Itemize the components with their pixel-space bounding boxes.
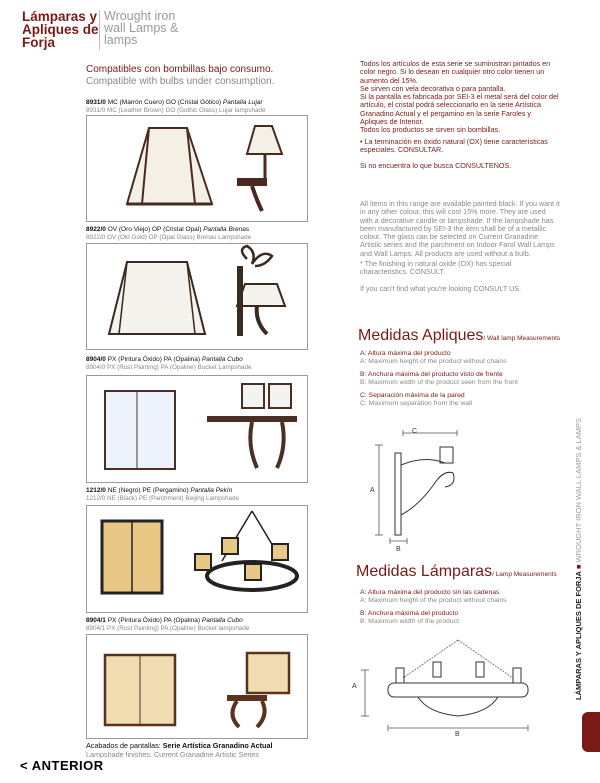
product-caption [86,617,249,632]
product-desc-en: 8904/0 PX (Rust Painting) PA (Opaline) Bucket Lampshade [86,363,252,371]
dim-label-es: C: Separación máxima de la pared [360,392,465,399]
finishes-note [86,742,272,759]
note-paragraph: Se sirven con vela decorativa o para pantalla. [360,83,506,93]
notes-en [360,200,560,293]
product-image-frame [86,634,308,739]
section-title-text: Medidas Apliques [358,327,484,344]
product-desc-en: 8904/1 PX (Rust Painting) PA (Opaline) Bucket lampshade [86,624,250,632]
dim-marker-b: B [455,731,460,738]
side-label-es: LÁMPARAS Y APLIQUES DE FORJA [574,571,583,700]
dim-label-es: A: Altura máxima del producto sin las cadenas [360,589,500,596]
section-subtitle: / Lamp Measurements [492,571,557,578]
note-paragraph: All items in this range are available painted black. If you want it in any other colour, this will cost 15% more. They are used with a decorative candle or lampshade. If the lampshade has been manufactured by SEI-3 the item shall be of a metallic colour. The glass can be selected on Current Granadine Artistic series and the parchment on Indoor Farol Wall Lamps and Wall Lamps. All products are used without a bulb. [360,199,560,258]
wall-lamp-diagram [365,425,495,550]
dim-label-es: B: Anchura máxima del producto visto de frente [360,371,503,378]
square-bullet-icon: ■ [574,562,583,569]
lujar-lamp-image [87,116,307,221]
product-shade: Pantalla Cubo [201,356,243,363]
pekin-lamp-image [87,506,307,612]
section-title-lamparas [356,563,557,581]
section-subtitle: / Wall lamp Measurements [483,335,561,342]
previous-page-link[interactable]: < ANTERIOR [20,758,104,773]
product-code: 1212/0 [86,487,106,494]
product-code: 8904/1 [86,617,106,624]
product-image-frame [86,505,308,613]
apliques-dimensions [360,350,565,408]
product-image-frame [86,243,308,350]
cubo-lamp-image [87,635,307,738]
product-shade: Pantalla Brenas [203,226,250,233]
section-title-text: Medidas Lámparas [356,563,493,580]
dim-label-es: A: Altura máxima del producto [360,350,451,357]
section-title-apliques [358,327,560,345]
finishes-label-es: Acabados de pantallas: [86,741,163,750]
product-caption [86,99,266,114]
dim-label-en: A: Maximum height of the product without chains [360,358,507,365]
product-shade: Pantalla Lujar [222,99,263,106]
page-title-en: Wrought iron wall Lamps & lamps [104,9,179,47]
product-caption [86,487,239,502]
notes-es [360,60,560,171]
cubo-lamp-image [87,376,307,482]
note-paragraph: * The finishing in natural oxide (OX) has special characteristics. CONSULT. [360,259,512,277]
dim-label-en: A: Maximum height of the product without chains [360,597,507,604]
note-paragraph: If you can't find what you're looking CONSULT US. [360,283,522,293]
product-desc-en: 1212/0 NE (Black) PE (Parchment) Beijing Lampshade [86,494,239,502]
product-code: 8904/0 [86,356,106,363]
product-desc-en: 8931/0 MC (Leather Brown) GO (Gothic Glass) Lujar lampshade [86,106,266,114]
product-code: 8931/0 [86,99,106,106]
product-caption [86,356,251,371]
page-tab[interactable] [582,712,600,752]
product-desc-en: 8922/0 OV (Old Gold) OP (Opal Glass) Brenas Lampshade [86,233,252,241]
brenas-lamp-image [87,244,307,349]
product-shade: Pantalla Pekín [190,487,233,494]
product-desc: NE (Negro) PE (Pergamino) [105,487,191,494]
product-image-frame [86,375,308,483]
lamparas-dimensions [360,589,565,626]
product-desc: OV (Oro Viejo) OP (Cristal Opal) [105,226,204,233]
page-title-es: Lámparas y Apliques de Forja [22,9,99,50]
side-section-label [574,380,583,700]
dim-label-en: B: Maximum width of the product seen from the front [360,379,518,386]
finishes-label-en: Lampshade finishes: [86,749,154,759]
note-paragraph: • La terminación en óxido natural (OX) tiene características especiales. CONSULTAR. [360,136,548,154]
product-caption [86,226,251,241]
product-shade: Pantalla Cubo [201,617,243,624]
dim-label-en: B: Maximum width of the product [360,618,459,625]
product-code: 8922/0 [86,226,106,233]
product-image-frame [86,115,308,222]
product-desc: MC (Marrón Cuero) GO (Cristal Gótico) [105,99,223,106]
note-paragraph: Si no encuentra lo que busca CONSULTENOS. [360,161,512,171]
note-paragraph: Todos los artículos de esta serie se suministran pintados en color negro. Si lo desean en cualquier otro color tienen un aumento del 15%. [360,59,551,85]
side-label-en: WROUGHT IRON WALL LAMPS & LAMPS [574,418,583,563]
dim-label-en: C: Maximum separation from the wall [360,400,473,407]
finishes-value-es: Serie Artística Granadino Actual [162,741,273,750]
compat-text-es: Compatibles con bombillas bajo consumo. [86,64,274,75]
dim-marker-c: C [412,428,418,435]
finishes-value-en: Current Granadine Artistic Series [153,749,259,759]
lamp-diagram [358,638,563,743]
note-paragraph: Si la pantalla es fabricada por SEI-3 el metal será del color del artículo, el cristal podrá seleccionarlo en la serie Artística Granadino Actual y el pergamino en la serie Faroles y Apliques de Interior. [360,92,559,127]
title-divider [99,10,100,50]
product-desc: PX (Pintura Óxido) PA (Opalina) [105,356,202,363]
dim-marker-b: B [396,546,401,553]
note-paragraph: Todos los productos se sirven sin bombillas. [360,125,501,135]
dim-marker-a: A [370,487,375,494]
product-desc: PX (Pintura Óxido) PA (Opalina) [105,617,202,624]
compat-text-en: Compatible with bulbs under consumption. [86,76,275,87]
dim-label-es: B: Anchura máxima del producto [360,610,459,617]
dim-marker-a: A [352,683,357,690]
